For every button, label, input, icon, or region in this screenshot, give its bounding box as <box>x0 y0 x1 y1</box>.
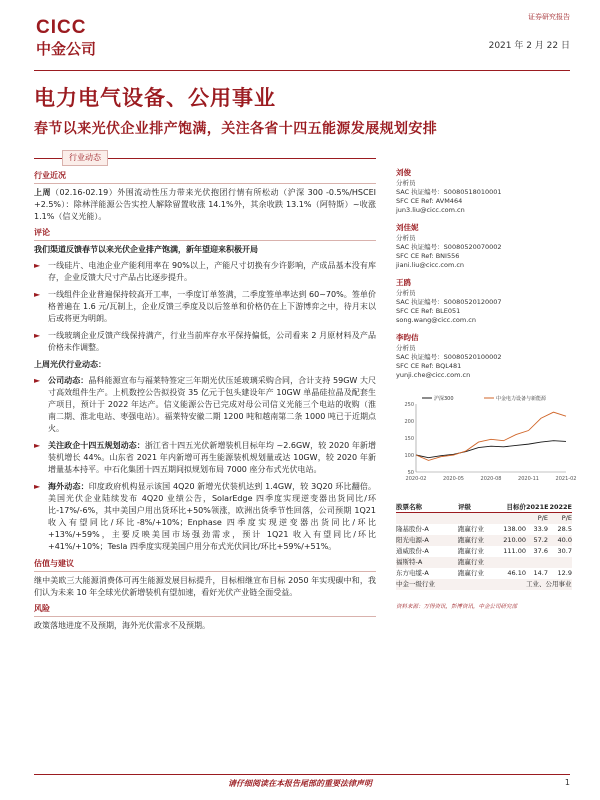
series-line <box>416 441 566 458</box>
y-tick-label: 100 <box>404 453 414 459</box>
comment-bullet <box>34 289 376 325</box>
weekly-item-text: 印度政府机构显示该国 4Q20 新增光伏装机达到 1.4GW，较 3Q20 环比翻倍。美国光伏企业陆续发布 4Q20 业绩公告，SolarEdge 四季度实现逆变器出货同比/环比-17%/-6%，其中美国户用出货环比+50%领涨，欧洲出货季节性回落，公司预期 1Q21 收入有望同比/环比-8%/+10%；Enphase 四季度实现逆变器出货同比/环比+13%/+59%，主要反映美国市场强劲需求，预计 1Q21 收入有望同比/环比+41%/+10%；Tesla 四季度实现美国户用分布式光伏同比/环比+59%/+51%。 <box>48 482 376 551</box>
table-cell: 33.9 <box>533 525 548 533</box>
table-cell <box>548 557 572 568</box>
y-tick-label: 150 <box>404 436 414 442</box>
bullet-arrow-icon: ► <box>34 331 41 340</box>
analyst-role: 分析员 <box>396 179 416 187</box>
analyst-card <box>396 278 572 325</box>
weekly-item-label: 关注政企十四五规划动态： <box>48 441 145 450</box>
bullet-arrow-icon: ► <box>34 290 41 299</box>
table-cell <box>526 557 548 568</box>
x-tick-label: 2020-05 <box>443 476 464 482</box>
valuation-heading: 估值与建议 <box>34 558 376 572</box>
table-cell: P/E <box>561 514 572 522</box>
table-row <box>396 568 572 579</box>
table-cell: 跑赢行业 <box>458 569 484 577</box>
comment-heading: 评论 <box>34 227 376 241</box>
recent-heading: 行业近况 <box>34 170 376 184</box>
weekly-item-label: 海外动态： <box>48 482 89 491</box>
report-date: 2021 年 2 月 22 日 <box>488 41 570 51</box>
table-cell: 40.0 <box>557 536 572 544</box>
analyst-card <box>396 168 572 215</box>
analyst-sfc: SFC CE Ref: BLE051 <box>396 307 461 315</box>
weekly-item <box>34 375 376 435</box>
source-note: 资料来源：万得资讯，彭博资讯，中金公司研究部 <box>396 604 518 610</box>
analyst-email[interactable]: song.wang@cicc.com.cn <box>396 316 476 324</box>
x-tick-label: 2020-08 <box>480 476 502 482</box>
table-cell: 东方电缆-A <box>396 569 429 577</box>
table-cell: 隆基股份-A <box>396 525 429 533</box>
weekly-item <box>34 481 376 553</box>
x-tick-label: 2021-02 <box>555 476 577 482</box>
col-header: 2022E <box>549 503 572 511</box>
col-header: 评级 <box>458 503 471 511</box>
analyst-sac: SAC 执证编号：S0080520070002 <box>396 243 502 251</box>
analyst-role: 分析员 <box>396 234 416 242</box>
y-tick-label: 50 <box>407 470 414 476</box>
analyst-email[interactable]: jun3.liu@cicc.com.cn <box>396 206 465 214</box>
analyst-card <box>396 223 572 270</box>
table-cell: 跑赢行业 <box>458 558 484 566</box>
table-cell: 福斯特-A <box>396 558 423 566</box>
table-cell: 138.00 <box>503 525 526 533</box>
y-tick-label: 250 <box>404 402 414 408</box>
table-cell: 37.6 <box>533 547 548 555</box>
table-cell: 28.5 <box>557 525 572 533</box>
col-header: 2021E <box>526 503 549 511</box>
analyst-sfc: SFC CE Ref: BNI556 <box>396 252 460 260</box>
report-tag: 行业动态 <box>62 150 108 166</box>
table-cell: 12.9 <box>557 569 572 577</box>
col-header: 目标价 <box>506 503 526 511</box>
bullet-arrow-icon: ► <box>34 482 41 491</box>
comment-bullet-text: 一线硅片、电池企业产能利用率在 90%以上，产能尺寸切换有少许影响，产成品基本没有库存，企业反馈大尺寸产品占比逐步提升。 <box>48 261 376 282</box>
table-cell <box>458 579 500 590</box>
weekly-item <box>34 440 376 476</box>
table-cell: 57.2 <box>533 536 548 544</box>
footer-rule <box>34 774 570 775</box>
bullet-arrow-icon: ► <box>34 261 41 270</box>
performance-chart <box>396 392 577 484</box>
table-cell: 中金一级行业 <box>396 580 435 588</box>
comment-bullet <box>34 260 376 284</box>
analyst-sfc: SFC CE Ref: BQL481 <box>396 362 462 370</box>
header-rule <box>34 70 570 71</box>
col-header: 股票名称 <box>396 503 422 511</box>
risk-heading: 风险 <box>34 603 376 617</box>
analyst-name: 王鸥 <box>396 278 411 287</box>
table-cell: 通威股份-A <box>396 547 429 555</box>
valuation-text: 继中美欧三大能源消费体可再生能源发展目标提升，目标相继宣布目标 2050 年实现碳中和，我们认为未来 10 年全球光伏新增装机有望加速，看好光伏产业链全面受益。 <box>34 576 376 597</box>
recent-prefix: 上周 <box>34 188 52 197</box>
table-row <box>396 513 572 524</box>
sector-title: 电力电气设备、公用事业 <box>34 85 276 110</box>
analyst-sac: SAC 执证编号：S0080520120007 <box>396 298 502 306</box>
analyst-column <box>396 168 572 388</box>
table-row <box>396 579 572 590</box>
comment-bullet-text: 一线玻璃企业反馈产线保持满产，行业当前库存水平保持偏低，公司看来 2 月原材料及产品价格未作调整。 <box>48 331 376 352</box>
analyst-card <box>396 333 572 380</box>
stock-table <box>396 502 572 590</box>
weekly-item-text: 浙江省十四五光伏新增装机目标年均 ~2.6GW，较 2020 年新增装机增长 44%。山东省 2021 年内新增可再生能源装机规划量或达 10GW，较 2020 年新增量基本持平。中石化集团十四五期间拟规划布局 7000 座分布式光伏电站。 <box>48 441 376 474</box>
weekly-heading: 上周光伏行业动态： <box>34 360 106 369</box>
table-cell <box>500 579 526 590</box>
comment-lead: 我们渠道反馈春节以来光伏企业排产饱满，新年望迎来积极开局 <box>34 245 258 254</box>
tag-bar <box>34 150 376 166</box>
table-cell: 46.10 <box>507 569 526 577</box>
legal-footer: 请仔细阅读在本报告尾部的重要法律声明 <box>228 779 372 788</box>
table-row <box>396 524 572 535</box>
analyst-role: 分析员 <box>396 289 416 297</box>
analyst-email[interactable]: yunji.che@cicc.com.cn <box>396 371 471 379</box>
table-cell: 111.00 <box>503 547 526 555</box>
bullet-arrow-icon: ► <box>34 376 41 385</box>
table-row <box>396 535 572 546</box>
analyst-name: 刘佳妮 <box>396 223 419 232</box>
comment-bullet <box>34 330 376 354</box>
analyst-name: 刘俊 <box>396 168 411 177</box>
table-cell <box>500 513 526 524</box>
bullet-arrow-icon: ► <box>34 441 41 450</box>
table-cell: 30.7 <box>557 547 572 555</box>
series-line <box>416 412 566 460</box>
table-row <box>396 557 572 568</box>
table-cell: 跑赢行业 <box>458 536 484 544</box>
analyst-role: 分析员 <box>396 344 416 352</box>
x-tick-label: 2020-02 <box>405 476 427 482</box>
table-cell: 跑赢行业 <box>458 547 484 555</box>
table-cell: 210.00 <box>503 536 526 544</box>
cicc-logo <box>36 18 126 64</box>
table-row <box>396 546 572 557</box>
legend-label: 沪深300 <box>434 396 454 402</box>
comment-bullet-text: 一线组件企业普遍保持较高开工率，一季度订单签满，二季度签单率达到 60~70%。签单价格普遍在 1.6 元/瓦制上，企业反馈三季度及以后签单和价格仍在上下游博弈之中，待月末以后或将更为明朗。 <box>48 290 376 323</box>
table-cell: P/E <box>537 514 548 522</box>
table-cell <box>500 557 526 568</box>
report-headline: 春节以来光伏企业排产饱满，关注各省十四五能源发展规划安排 <box>34 121 438 137</box>
y-tick-label: 200 <box>404 419 414 425</box>
x-tick-label: 2020-11 <box>518 476 539 482</box>
table-cell <box>548 579 572 590</box>
analyst-sfc: SFC CE Ref: AVM464 <box>396 197 463 205</box>
main-column <box>34 170 376 636</box>
stock-table-header <box>396 502 572 513</box>
table-cell: 14.7 <box>533 569 548 577</box>
legend-label: 中金电力设备与新能源 <box>496 396 547 402</box>
recent-text <box>34 187 376 223</box>
table-cell: 阳光电源-A <box>396 536 429 544</box>
table-cell <box>458 513 500 524</box>
logo-text: CICC <box>36 17 87 38</box>
report-type: 证券研究报告 <box>528 13 570 21</box>
page-number: 1 <box>564 778 570 787</box>
weekly-item-text: 晶科能源宣布与福莱特签定三年期光伏压延玻璃采购合同，合计支持 59GW 大尺寸高效组件生产。上机数控公告拟投资 35 亿元于包头建设年产 10GW 单晶硅拉晶及配套生产项目，预计于 2022 年达产。信义能源公告已完成对母公司信义光能三个电站的收购（淮南二期、淮北电站、枣强电站）。福莱特安徽二期 1200 吨和越南第二条 1000 吨已于近期点火。 <box>48 376 377 433</box>
analyst-sac: SAC 执证编号：S0080518010001 <box>396 188 502 196</box>
table-cell <box>396 513 458 524</box>
table-cell: 跑赢行业 <box>458 525 484 533</box>
analyst-email[interactable]: jiani.liu@cicc.com.cn <box>396 261 465 269</box>
risk-text: 政策落地进度不及预期，海外光伏需求不及预期。 <box>34 621 210 630</box>
logo-cn: 中金公司 <box>36 40 97 58</box>
analyst-sac: SAC 执证编号：S0080520100002 <box>396 353 502 361</box>
analyst-name: 李昀佶 <box>396 333 419 342</box>
table-cell: 工业、公用事业 <box>526 580 572 588</box>
recent-body: （02.16-02.19）外围流动性压力带来光伏抱团行情有所松动（沪深 300 -0.5%/HSCEI +2.5%）：除林洋能源公告实控人解除留置收涨 14.1%外，其余收跌 13.1%（阿特斯）~收涨 1.1%（信义光能）。 <box>34 188 376 221</box>
weekly-item-label: 公司动态： <box>48 376 89 385</box>
